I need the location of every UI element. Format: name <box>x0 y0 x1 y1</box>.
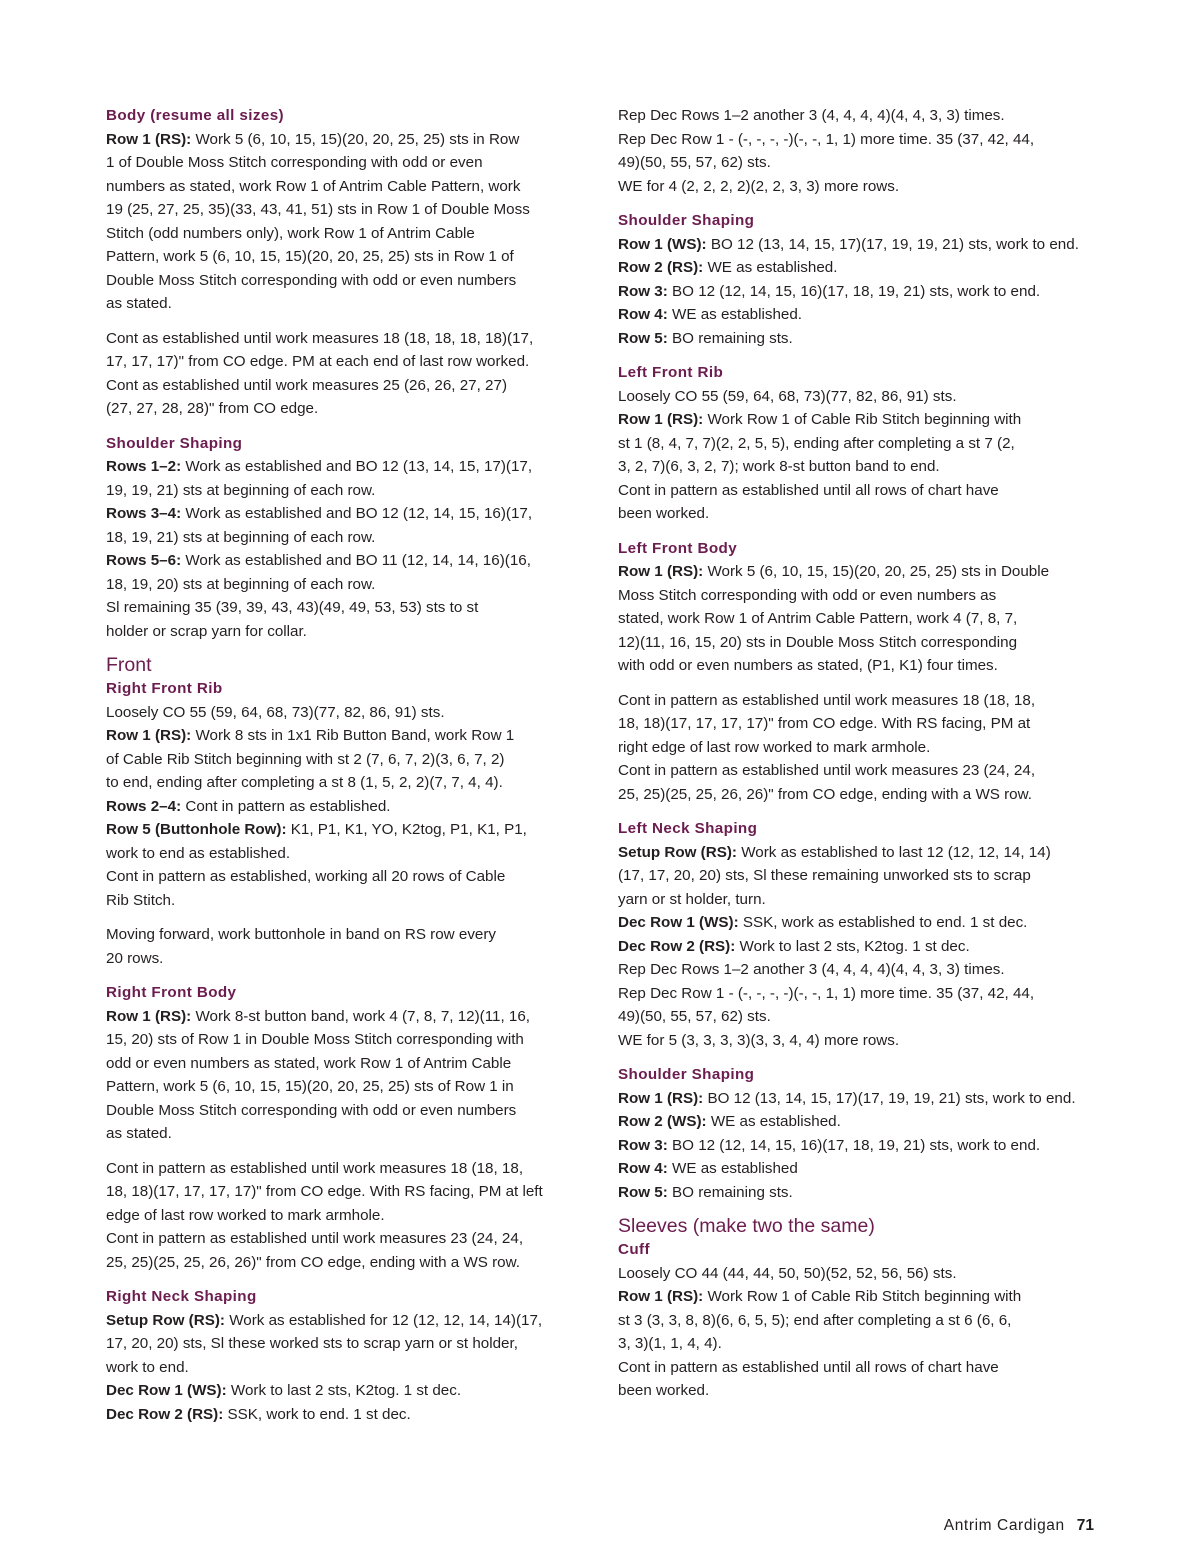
row-label: Row 1 (RS): <box>618 1288 704 1305</box>
row-label: Rows 2–4: <box>106 797 182 815</box>
instruction-line <box>106 1028 588 1052</box>
instruction-text: Rep Dec Rows 1–2 another 3 (4, 4, 4, 4)(4, 4, 3, 3) times. <box>618 961 1005 978</box>
instruction-line <box>106 455 588 479</box>
instruction-text: with odd or even numbers as stated, (P1, K1) four times. <box>618 657 998 674</box>
instruction-line <box>106 1052 588 1076</box>
instruction-line <box>106 1309 588 1333</box>
instruction-line <box>618 1087 1100 1111</box>
instruction-line <box>106 748 588 772</box>
instruction-text: Cont in pattern as established. <box>185 797 391 815</box>
instruction-text: Rep Dec Row 1 - (-, -, -, -)(-, -, 1, 1) more time. 35 (37, 42, 44, <box>618 130 1035 148</box>
section-heading: Front <box>106 654 152 676</box>
instruction-line <box>106 1227 588 1251</box>
page-footer <box>944 1516 1094 1536</box>
instruction-text: 3, 3)(1, 1, 4, 4). <box>618 1335 722 1352</box>
instruction-line <box>618 1029 1100 1053</box>
instruction-line <box>618 1181 1100 1205</box>
instruction-line <box>618 1379 1100 1403</box>
row-label: Row 1 (RS): <box>618 411 704 428</box>
row-label: Dec Row 1 (WS): <box>106 1382 227 1399</box>
row-label: Row 1 (WS): <box>618 235 707 253</box>
instruction-text: 19, 19, 21) sts at beginning of each row. <box>106 481 376 499</box>
instruction-text: Rep Dec Row 1 - (-, -, -, -)(-, -, 1, 1) more time. 35 (37, 42, 44, <box>618 984 1035 1002</box>
subsection-heading: Shoulder Shaping <box>618 212 755 229</box>
instruction-text: BO 12 (13, 14, 15, 17)(17, 19, 19, 21) sts, work to end. <box>710 235 1079 253</box>
instruction-text: to end, ending after completing a st 8 (1, 5, 2, 2)(7, 7, 4, 4). <box>106 774 503 791</box>
instruction-line <box>106 795 588 819</box>
instruction-text: (17, 17, 20, 20) sts, Sl these remaining unworked sts to scrap <box>618 867 1031 884</box>
subsection-heading: Left Front Rib <box>618 364 724 381</box>
instruction-block <box>618 1262 1100 1403</box>
instruction-line <box>618 479 1100 503</box>
footer-title: Antrim Cardigan <box>943 1517 1065 1534</box>
instruction-line <box>618 327 1100 351</box>
instruction-line <box>106 549 588 573</box>
instruction-text: Cont in pattern as established until all rows of chart have <box>618 481 999 499</box>
row-label: Dec Row 2 (RS): <box>106 1405 224 1423</box>
subsection-heading: Left Neck Shaping <box>618 820 758 837</box>
instruction-line <box>618 911 1100 935</box>
instruction-text: Work 8-st button band, work 4 (7, 8, 7, 12)(11, 16, <box>195 1007 531 1025</box>
instruction-line <box>106 842 588 866</box>
row-label: Row 1 (RS): <box>618 1089 704 1107</box>
instruction-block <box>106 1309 588 1427</box>
instruction-text: odd or even numbers as stated, work Row 1 of Antrim Cable <box>106 1054 512 1072</box>
row-label: Setup Row (RS): <box>618 843 737 861</box>
instruction-text: stated, work Row 1 of Antrim Cable Pattern, work 4 (7, 8, 7, <box>618 610 1018 627</box>
instruction-line <box>618 958 1100 982</box>
row-label: Row 3: <box>618 1136 668 1154</box>
instruction-line <box>106 502 588 526</box>
instruction-line <box>618 104 1100 128</box>
instruction-line <box>618 1157 1100 1181</box>
instruction-text: 19 (25, 27, 25, 35)(33, 43, 41, 51) sts in Row 1 of Double Moss <box>106 201 530 218</box>
instruction-text: WE as established. <box>707 259 838 276</box>
instruction-text: Moss Stitch corresponding with odd or even numbers as <box>618 586 997 604</box>
row-label: Rows 3–4: <box>106 505 182 522</box>
instruction-text: SSK, work as established to end. 1 st dec. <box>742 914 1028 931</box>
section-heading: Sleeves (make two the same) <box>618 1215 875 1237</box>
instruction-line <box>618 175 1100 199</box>
instruction-line <box>106 1157 588 1181</box>
instruction-text: 1 of Double Moss Stitch corresponding with odd or even <box>106 154 483 171</box>
instruction-text: as stated. <box>106 295 172 312</box>
instruction-text: Work 5 (6, 10, 15, 15)(20, 20, 25, 25) sts in Row <box>195 130 520 148</box>
row-label: Row 4: <box>618 306 668 323</box>
instruction-text: WE as established. <box>672 306 803 323</box>
instruction-line <box>106 222 588 246</box>
instruction-line <box>106 151 588 175</box>
instruction-text: BO 12 (13, 14, 15, 17)(17, 19, 19, 21) sts, work to end. <box>707 1089 1076 1107</box>
row-label: Row 1 (RS): <box>618 563 704 580</box>
instruction-line <box>106 1180 588 1204</box>
instruction-line <box>106 1403 588 1427</box>
row-label: Row 5 (Buttonhole Row): <box>106 821 287 838</box>
instruction-line <box>618 280 1100 304</box>
instruction-text: edge of last row worked to mark armhole. <box>106 1206 385 1224</box>
row-label: Setup Row (RS): <box>106 1311 225 1329</box>
instruction-text: Rib Stitch. <box>106 891 176 909</box>
instruction-text: 3, 2, 7)(6, 3, 2, 7); work 8-st button band to end. <box>618 458 940 475</box>
instruction-line <box>106 350 588 374</box>
instruction-line <box>106 374 588 398</box>
row-label: Rows 1–2: <box>106 458 182 475</box>
instruction-block <box>106 128 588 316</box>
instruction-text: Work as established and BO 12 (13, 14, 15, 17)(17, <box>185 458 533 475</box>
instruction-text: Work Row 1 of Cable Rib Stitch beginning with <box>707 1288 1022 1305</box>
instruction-text: Cont as established until work measures 18 (18, 18, 18, 18)(17, <box>106 329 534 347</box>
instruction-line <box>618 1134 1100 1158</box>
instruction-line <box>106 1122 588 1146</box>
instruction-line <box>106 198 588 222</box>
instruction-block <box>106 327 588 421</box>
instruction-line <box>106 292 588 316</box>
instruction-text: Rep Dec Rows 1–2 another 3 (4, 4, 4, 4)(4, 4, 3, 3) times. <box>618 107 1005 124</box>
instruction-text: work to end. <box>106 1358 189 1376</box>
instruction-line <box>106 397 588 421</box>
instruction-text: WE for 4 (2, 2, 2, 2)(2, 2, 3, 3) more rows. <box>618 177 900 195</box>
instruction-text: WE as established <box>672 1160 798 1177</box>
instruction-text: been worked. <box>618 1382 710 1399</box>
instruction-text: Stitch (odd numbers only), work Row 1 of Antrim Cable <box>106 224 475 242</box>
instruction-text: 49)(50, 55, 57, 62) sts. <box>618 1008 771 1025</box>
instruction-text: 25, 25)(25, 25, 26, 26)" from CO edge, ending with a WS row. <box>618 785 1032 803</box>
instruction-text: Loosely CO 44 (44, 44, 50, 50)(52, 52, 56, 56) sts. <box>618 1264 957 1282</box>
right-column <box>618 104 1100 1403</box>
instruction-line <box>618 560 1100 584</box>
instruction-block <box>106 455 588 643</box>
instruction-line <box>618 1332 1100 1356</box>
instruction-block <box>618 104 1100 198</box>
instruction-line <box>618 455 1100 479</box>
instruction-text: BO remaining sts. <box>672 329 793 347</box>
row-label: Dec Row 2 (RS): <box>618 937 736 955</box>
instruction-text: as stated. <box>106 1125 172 1142</box>
subsection-heading: Right Neck Shaping <box>106 1288 257 1305</box>
instruction-line <box>618 256 1100 280</box>
instruction-line <box>106 128 588 152</box>
instruction-text: right edge of last row worked to mark armhole. <box>618 738 931 756</box>
instruction-text: Cont in pattern as established, working all 20 rows of Cable <box>106 868 506 885</box>
instruction-line <box>106 701 588 725</box>
instruction-line <box>618 982 1100 1006</box>
instruction-text: Work to last 2 sts, K2tog. 1 st dec. <box>230 1382 462 1399</box>
instruction-line <box>618 712 1100 736</box>
instruction-text: BO remaining sts. <box>672 1183 793 1201</box>
instruction-line <box>618 1356 1100 1380</box>
instruction-line <box>106 1251 588 1275</box>
row-label: Row 2 (RS): <box>618 259 704 276</box>
row-label: Row 4: <box>618 1160 668 1177</box>
instruction-block <box>618 385 1100 526</box>
subsection-heading: Shoulder Shaping <box>618 1066 755 1083</box>
instruction-text: (27, 27, 28, 28)" from CO edge. <box>106 400 319 417</box>
instruction-line <box>106 596 588 620</box>
instruction-line <box>618 759 1100 783</box>
instruction-block <box>106 701 588 913</box>
instruction-line <box>106 479 588 503</box>
instruction-line <box>106 526 588 550</box>
instruction-text: BO 12 (12, 14, 15, 16)(17, 18, 19, 21) sts, work to end. <box>672 1136 1041 1154</box>
instruction-text: 15, 20) sts of Row 1 in Double Moss Stitch corresponding with <box>106 1031 524 1048</box>
instruction-line <box>618 1262 1100 1286</box>
page-number: 71 <box>1076 1517 1094 1534</box>
instruction-line <box>106 1356 588 1380</box>
instruction-text: Cont in pattern as established until all rows of chart have <box>618 1358 999 1376</box>
subsection-heading: Cuff <box>618 1241 650 1258</box>
instruction-line <box>618 689 1100 713</box>
instruction-text: Cont in pattern as established until work measures 18 (18, 18, <box>106 1159 524 1177</box>
instruction-line <box>106 573 588 597</box>
instruction-line <box>618 935 1100 959</box>
row-label: Row 2 (WS): <box>618 1113 707 1130</box>
instruction-text: holder or scrap yarn for collar. <box>106 622 307 640</box>
instruction-line <box>106 818 588 842</box>
instruction-text: Work 8 sts in 1x1 Rib Button Band, work Row 1 <box>195 727 515 744</box>
instruction-text: Cont as established until work measures 25 (26, 26, 27, 27) <box>106 376 508 394</box>
instruction-block <box>618 1087 1100 1205</box>
instruction-text: 18, 18)(17, 17, 17, 17)" from CO edge. With RS facing, PM at left <box>106 1183 543 1200</box>
instruction-text: 20 rows. <box>106 949 164 967</box>
instruction-text: 18, 19, 20) sts at beginning of each row. <box>106 575 376 593</box>
instruction-line <box>106 1332 588 1356</box>
subsection-heading: Right Front Body <box>106 984 237 1001</box>
instruction-line <box>618 502 1100 526</box>
instruction-text: Pattern, work 5 (6, 10, 15, 15)(20, 20, 25, 25) sts of Row 1 in <box>106 1078 514 1095</box>
instruction-line <box>106 1099 588 1123</box>
instruction-line <box>106 175 588 199</box>
instruction-block <box>106 1005 588 1146</box>
instruction-text: 18, 19, 21) sts at beginning of each row. <box>106 528 376 546</box>
instruction-line <box>618 584 1100 608</box>
instruction-line <box>618 864 1100 888</box>
instruction-text: Work to last 2 sts, K2tog. 1 st dec. <box>739 937 970 955</box>
instruction-text: Work as established and BO 11 (12, 14, 14, 16)(16, <box>185 552 531 569</box>
instruction-text: Loosely CO 55 (59, 64, 68, 73)(77, 82, 86, 91) sts. <box>618 387 957 405</box>
instruction-line <box>106 269 588 293</box>
instruction-line <box>618 233 1100 257</box>
instruction-line <box>618 783 1100 807</box>
instruction-line <box>618 303 1100 327</box>
instruction-line <box>618 385 1100 409</box>
instruction-line <box>618 432 1100 456</box>
instruction-text: Work as established for 12 (12, 12, 14, 14)(17, <box>229 1311 543 1329</box>
instruction-line <box>618 1005 1100 1029</box>
instruction-text: Pattern, work 5 (6, 10, 15, 15)(20, 20, 25, 25) sts in Row 1 of <box>106 248 514 265</box>
instruction-block <box>106 923 588 970</box>
row-label: Rows 5–6: <box>106 552 182 569</box>
instruction-text: work to end as established. <box>106 844 291 862</box>
instruction-line <box>106 771 588 795</box>
row-label: Dec Row 1 (WS): <box>618 914 739 931</box>
instruction-text: Loosely CO 55 (59, 64, 68, 73)(77, 82, 86, 91) sts. <box>106 703 445 721</box>
instruction-line <box>106 1075 588 1099</box>
instruction-text: Work Row 1 of Cable Rib Stitch beginning with <box>707 411 1022 428</box>
instruction-line <box>618 736 1100 760</box>
instruction-line <box>618 1309 1100 1333</box>
instruction-line <box>106 1204 588 1228</box>
instruction-text: Work as established and BO 12 (12, 14, 15, 16)(17, <box>185 505 533 522</box>
instruction-text: WE as established. <box>710 1113 841 1130</box>
instruction-text: 17, 17, 17)" from CO edge. PM at each end of last row worked. <box>106 353 530 370</box>
instruction-line <box>618 631 1100 655</box>
instruction-line <box>106 923 588 947</box>
instruction-line <box>618 654 1100 678</box>
instruction-text: yarn or st holder, turn. <box>618 890 766 908</box>
instruction-line <box>618 1285 1100 1309</box>
row-label: Row 1 (RS): <box>106 130 192 148</box>
instruction-line <box>618 888 1100 912</box>
left-column <box>106 104 588 1426</box>
instruction-block <box>618 689 1100 807</box>
instruction-text: SSK, work to end. 1 st dec. <box>227 1405 411 1423</box>
instruction-line <box>106 865 588 889</box>
instruction-block <box>106 1157 588 1275</box>
row-label: Row 5: <box>618 329 668 347</box>
instruction-line <box>618 841 1100 865</box>
subsection-heading: Body (resume all sizes) <box>106 107 285 124</box>
instruction-text: numbers as stated, work Row 1 of Antrim Cable Pattern, work <box>106 177 521 195</box>
instruction-text: st 3 (3, 3, 8, 8)(6, 6, 5, 5); end after completing a st 6 (6, 6, <box>618 1311 1012 1329</box>
instruction-line <box>106 1379 588 1403</box>
instruction-text: BO 12 (12, 14, 15, 16)(17, 18, 19, 21) sts, work to end. <box>672 282 1041 300</box>
row-label: Row 5: <box>618 1183 668 1201</box>
row-label: Row 3: <box>618 282 668 300</box>
instruction-text: K1, P1, K1, YO, K2tog, P1, K1, P1, <box>290 821 527 838</box>
instruction-text: been worked. <box>618 505 710 522</box>
instruction-text: Cont in pattern as established until work measures 23 (24, 24, <box>618 762 1036 779</box>
instruction-line <box>618 408 1100 432</box>
instruction-text: Work as established to last 12 (12, 12, 14, 14) <box>741 843 1051 861</box>
instruction-text: Cont in pattern as established until work measures 18 (18, 18, <box>618 691 1036 709</box>
instruction-text: st 1 (8, 4, 7, 7)(2, 2, 5, 5), ending after completing a st 7 (2, <box>618 434 1015 452</box>
instruction-block <box>618 560 1100 678</box>
instruction-text: 12)(11, 16, 15, 20) sts in Double Moss Stitch corresponding <box>618 633 1018 651</box>
instruction-line <box>618 151 1100 175</box>
instruction-text: WE for 5 (3, 3, 3, 3)(3, 3, 4, 4) more rows. <box>618 1031 900 1049</box>
instruction-line <box>618 1110 1100 1134</box>
row-label: Row 1 (RS): <box>106 727 192 744</box>
instruction-line <box>106 620 588 644</box>
subsection-heading: Left Front Body <box>618 539 738 557</box>
subsection-heading: Right Front Rib <box>106 680 223 697</box>
instruction-text: Double Moss Stitch corresponding with odd or even numbers <box>106 271 517 289</box>
instruction-text: Work 5 (6, 10, 15, 15)(20, 20, 25, 25) sts in Double <box>707 563 1050 580</box>
instruction-text: 25, 25)(25, 25, 26, 26)" from CO edge, ending with a WS row. <box>106 1253 520 1271</box>
instruction-text: 18, 18)(17, 17, 17, 17)" from CO edge. With RS facing, PM at <box>618 715 1031 732</box>
instruction-line <box>106 889 588 913</box>
instruction-line <box>618 607 1100 631</box>
instruction-line <box>106 327 588 351</box>
instruction-text: Double Moss Stitch corresponding with odd or even numbers <box>106 1101 517 1119</box>
instruction-line <box>106 1005 588 1029</box>
instruction-text: Sl remaining 35 (39, 39, 43, 43)(49, 49, 53, 53) sts to st <box>106 599 479 616</box>
instruction-line <box>618 128 1100 152</box>
instruction-line <box>106 724 588 748</box>
instruction-line <box>106 245 588 269</box>
instruction-block <box>618 841 1100 1053</box>
row-label: Row 1 (RS): <box>106 1007 192 1025</box>
instruction-text: 49)(50, 55, 57, 62) sts. <box>618 154 771 171</box>
instruction-text: 17, 20, 20) sts, Sl these worked sts to scrap yarn or st holder, <box>106 1335 518 1352</box>
instruction-text: of Cable Rib Stitch beginning with st 2 (7, 6, 7, 2)(3, 6, 7, 2) <box>106 750 505 768</box>
instruction-line <box>106 947 588 971</box>
instruction-block <box>618 233 1100 351</box>
instruction-text: Cont in pattern as established until work measures 23 (24, 24, <box>106 1230 524 1247</box>
instruction-text: Moving forward, work buttonhole in band on RS row every <box>106 926 497 943</box>
subsection-heading: Shoulder Shaping <box>106 434 243 452</box>
